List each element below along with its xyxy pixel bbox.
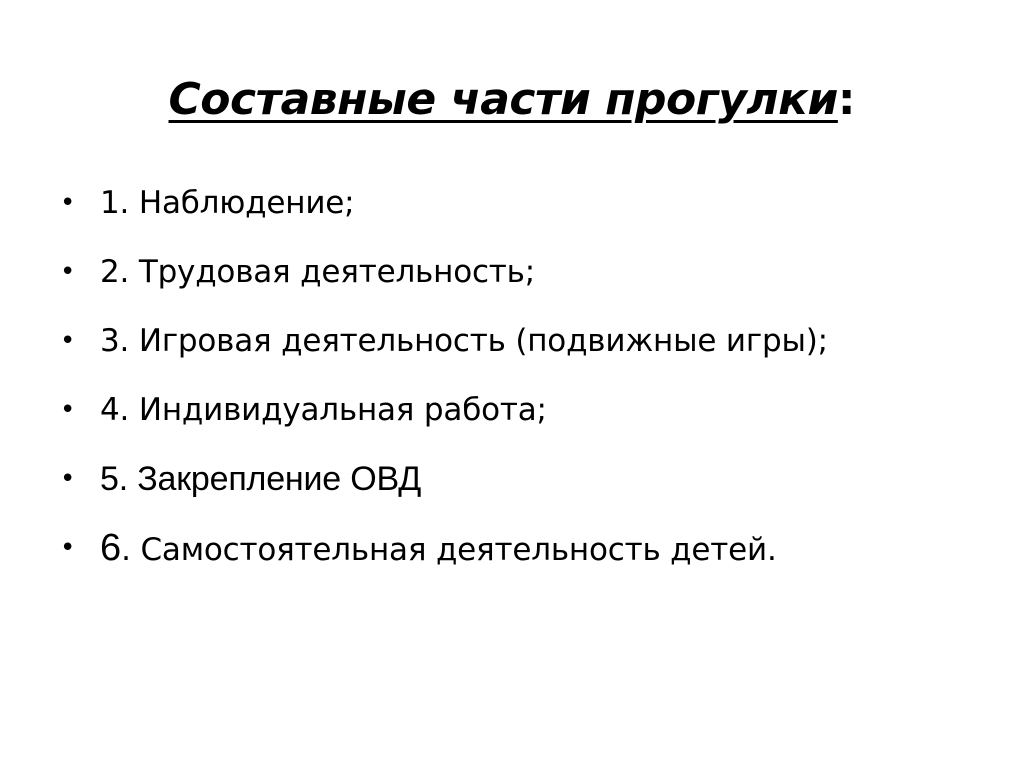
bullet-icon: • (60, 326, 76, 356)
slide-title-colon: : (837, 74, 856, 125)
bullet-list (60, 180, 1000, 594)
list-item-text: 2. Трудовая деятельность; (100, 254, 535, 290)
list-item-text: 1. Наблюдение; (100, 185, 355, 221)
slide-title-text: Составные части прогулки (168, 74, 838, 125)
list-item-text: . Самостоятельная деятельность детей. (121, 532, 777, 568)
list-item-text: 4. Индивидуальная работа; (100, 392, 547, 428)
list-item (60, 318, 1000, 387)
list-item-number: 6 (100, 527, 122, 569)
bullet-icon: • (60, 464, 76, 494)
bullet-icon: • (60, 533, 76, 563)
list-item (60, 180, 1000, 249)
bullet-icon: • (60, 395, 76, 425)
list-item-text: 3. Игровая деятельность (подвижные игры); (100, 323, 828, 359)
slide-title (0, 68, 1024, 132)
bullet-icon: • (60, 188, 76, 218)
list-item (60, 387, 1000, 456)
list-item (60, 456, 1000, 525)
bullet-icon: • (60, 257, 76, 287)
list-item (60, 525, 1000, 594)
list-item (60, 249, 1000, 318)
list-item-text: 5. Закрепление ОВД (100, 460, 422, 498)
